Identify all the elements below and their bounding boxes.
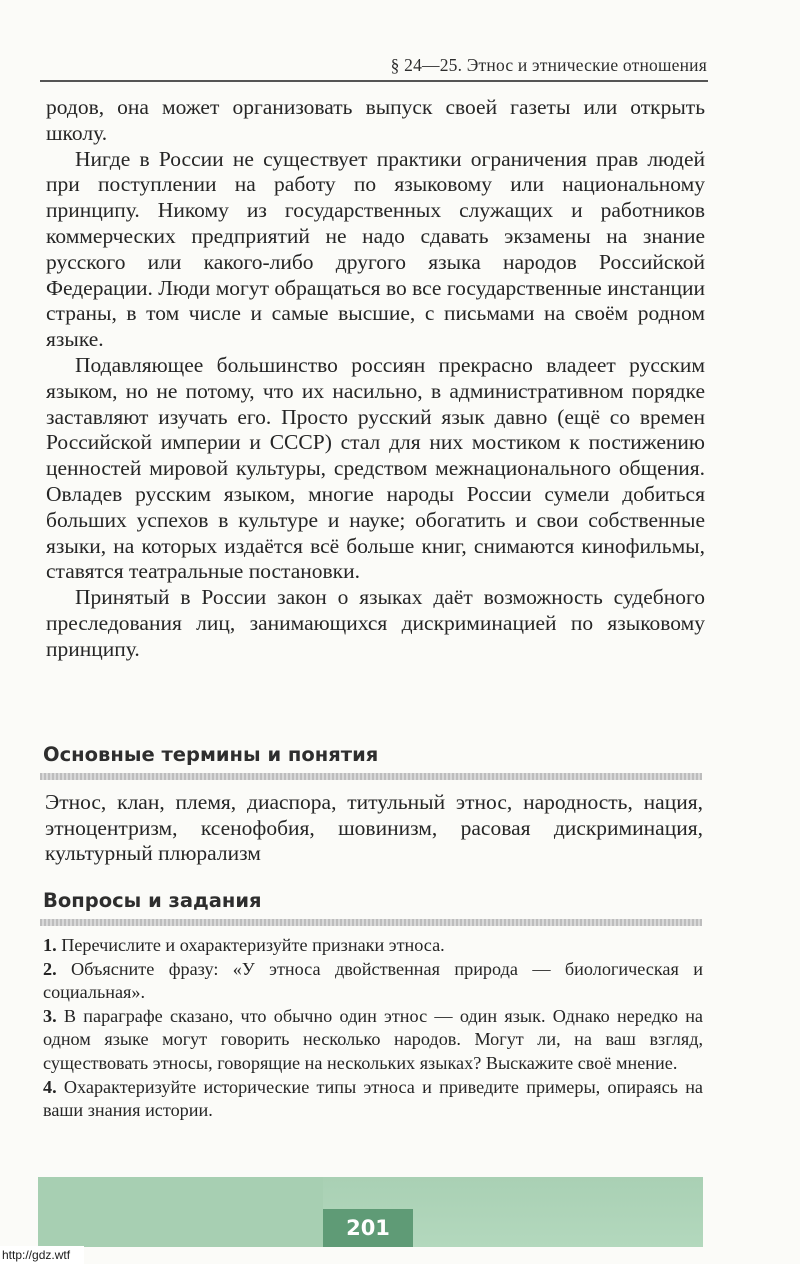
paragraph: Принятый в России закон о языках даёт возможность судебного преследования лиц, занимающихся дискриминацией по языковому принципу.	[46, 585, 705, 661]
question-number: 4.	[43, 1076, 57, 1097]
question-item	[43, 1076, 703, 1123]
question-text: Перечислите и охарактеризуйте признаки этноса.	[61, 935, 445, 955]
question-item	[43, 1005, 703, 1076]
question-text: Объясните фразу: «У этноса двойственная природа — биологическая и социальная».	[43, 958, 703, 1003]
footer-band-left	[38, 1177, 323, 1247]
questions-rule	[40, 919, 702, 926]
questions-heading: Вопросы и задания	[43, 889, 262, 912]
header-rule	[40, 80, 708, 82]
running-header: § 24—25. Этнос и этнические отношения	[390, 55, 707, 75]
question-number: 2.	[43, 958, 57, 979]
page-number: 201	[323, 1209, 413, 1247]
body-text	[46, 95, 705, 663]
paragraph: Подавляющее большинство россиян прекрасно владеет русским языком, но не потому, что их насильно, в административном порядке заставляют изучать его. Просто русский язык давно (ещё со времен Российской империи и СССР) стал для них мостиком к постижению ценностей мировой культуры, средством межнационального общения. Овладев русским языком, многие народы России сумели добиться больших успехов в культуре и науке; обогатить и свои собственные языки, на которых издаётся всё больше книг, снимаются кинофильмы, ставятся театральные постановки.	[46, 352, 705, 584]
paragraph: родов, она может организовать выпуск своей газеты или открыть школу.	[46, 95, 705, 145]
questions-list	[43, 934, 703, 1123]
watermark-link[interactable]: http://gdz.wtf	[0, 1246, 84, 1264]
paragraph: Нигде в России не существует практики ограничения прав людей при поступлении на работу по языковому или национальному принципу. Никому из государственных служащих и работников коммерческих предприятий не надо сдавать экзамены на знание русского или какого-либо другого языка народов Российской Федерации. Люди могут обращаться во все государственные инстанции страны, в том числе и самые высшие, с письмами на своём родном языке.	[46, 146, 705, 352]
question-item	[43, 958, 703, 1005]
terms-heading: Основные термины и понятия	[43, 743, 379, 766]
question-number: 1.	[43, 935, 57, 955]
question-item	[43, 934, 703, 958]
terms-rule	[40, 773, 702, 780]
question-text: Охарактеризуйте исторические типы этноса и приведите примеры, опираясь на ваши знания истории.	[43, 1076, 704, 1121]
question-text: В параграфе сказано, что обычно один этнос — один язык. Однако нередко на одном языке могут говорить несколько народов. Могут ли, на ваш взгляд, существовать этносы, говорящие на нескольких языках? Выскажите своё мнение.	[43, 1005, 703, 1073]
question-number: 3.	[43, 1005, 57, 1026]
terms-list: Этнос, клан, племя, диаспора, титульный этнос, народность, нация, этноцентризм, ксенофобия, шовинизм, расовая дискриминация, культурный плюрализм	[45, 790, 703, 865]
